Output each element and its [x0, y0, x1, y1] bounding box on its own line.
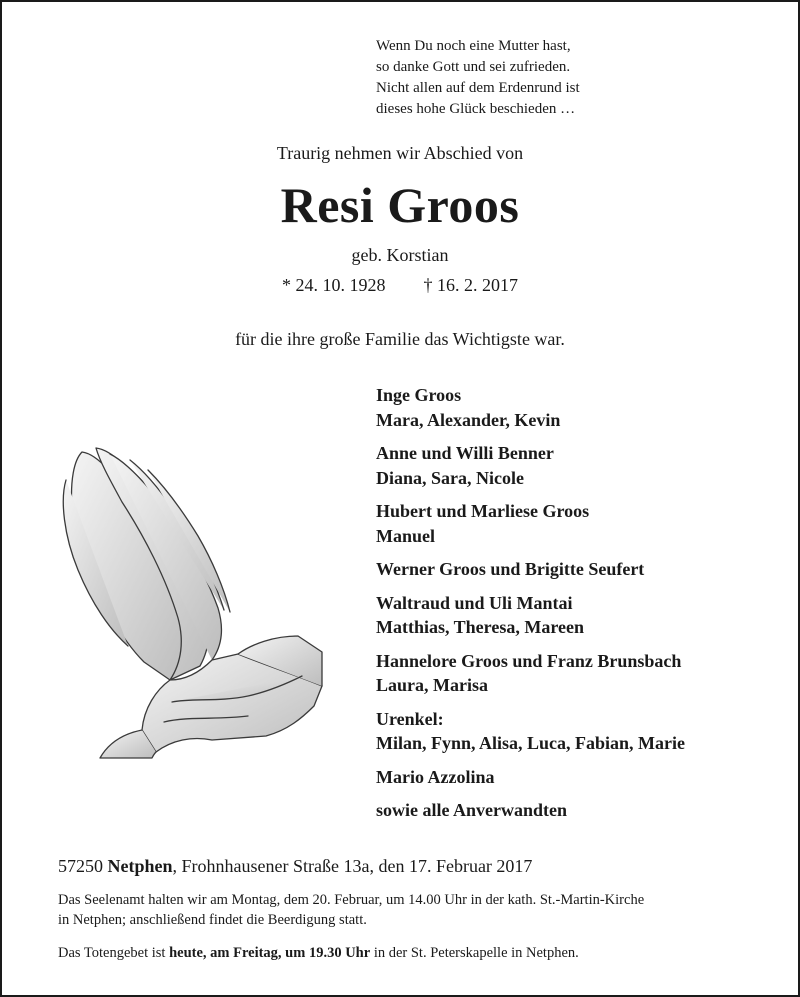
city: Netphen: [107, 856, 173, 876]
death-date: † 16. 2. 2017: [423, 275, 518, 295]
mourner-line: Diana, Sara, Nicole: [376, 467, 524, 488]
zip-code: 57250: [58, 856, 103, 876]
deceased-name: Resi Groos: [280, 177, 520, 233]
prayer-suffix: in der St. Peterskapelle in Netphen.: [373, 945, 579, 961]
mourner-group: [376, 557, 685, 582]
mourner-line: sowie alle Anverwandten: [376, 800, 567, 820]
mourner-group: [376, 707, 685, 756]
mourner-line: Hannelore Groos und Franz Brunsbach: [376, 650, 682, 671]
intro-text: Traurig nehmen wir Abschied von: [276, 143, 524, 163]
prayer-prefix: Das Totengebet ist: [58, 945, 166, 961]
mourner-line: Waltraud und Uli Mantai: [376, 592, 573, 613]
birth-date: * 24. 10. 1928: [282, 275, 386, 295]
praying-hands-icon: [52, 440, 327, 760]
address-date: , Frohnhausener Straße 13a, den 17. Februar 2017: [172, 856, 533, 876]
mourner-group: [376, 649, 685, 698]
mourner-line: Mario Azzolina: [376, 766, 495, 787]
mourner-line: Inge Groos: [376, 385, 462, 405]
mourner-group: [376, 441, 685, 490]
poem-line: Wenn Du noch eine Mutter hast,: [376, 38, 571, 54]
mourners-list: [376, 383, 685, 832]
prayer-note: [58, 943, 579, 963]
mourner-line: Laura, Marisa: [376, 675, 488, 695]
prayer-time: heute, am Freitag, um 19.30 Uhr: [169, 945, 371, 961]
mourner-line: Urenkel:: [376, 708, 444, 729]
mourner-group: [376, 499, 685, 548]
poem-line: so danke Gott und sei zufrieden.: [376, 59, 571, 75]
mourner-line: Matthias, Theresa, Mareen: [376, 617, 584, 637]
mourner-group: [376, 765, 685, 790]
mourner-group: [376, 798, 685, 823]
requiem-line: Das Seelenamt halten wir am Montag, dem 20. Februar, um 14.00 Uhr in der kath. St.-Martin-Kirche: [58, 892, 645, 908]
mourner-line: Hubert und Marliese Groos: [376, 501, 590, 521]
poem: [376, 36, 580, 120]
requiem-note: [58, 890, 644, 930]
mourner-group: [376, 591, 685, 640]
birth-name: geb. Korstian: [351, 245, 449, 265]
mourner-line: Mara, Alexander, Kevin: [376, 409, 561, 430]
mourner-group: [376, 383, 685, 432]
tagline: für die ihre große Familie das Wichtigste war.: [235, 329, 565, 349]
poem-line: dieses hohe Glück beschieden …: [376, 101, 576, 117]
mourner-line: Werner Groos und Brigitte Seufert: [376, 559, 645, 579]
mourner-line: Manuel: [376, 525, 436, 546]
requiem-line: in Netphen; anschließend findet die Beerdigung statt.: [58, 912, 367, 928]
life-dates: [0, 275, 800, 296]
mourner-line: Anne und Willi Benner: [376, 443, 554, 463]
place-date-line: [58, 856, 532, 877]
mourner-line: Milan, Fynn, Alisa, Luca, Fabian, Marie: [376, 733, 686, 753]
poem-line: Nicht allen auf dem Erdenrund ist: [376, 80, 580, 96]
